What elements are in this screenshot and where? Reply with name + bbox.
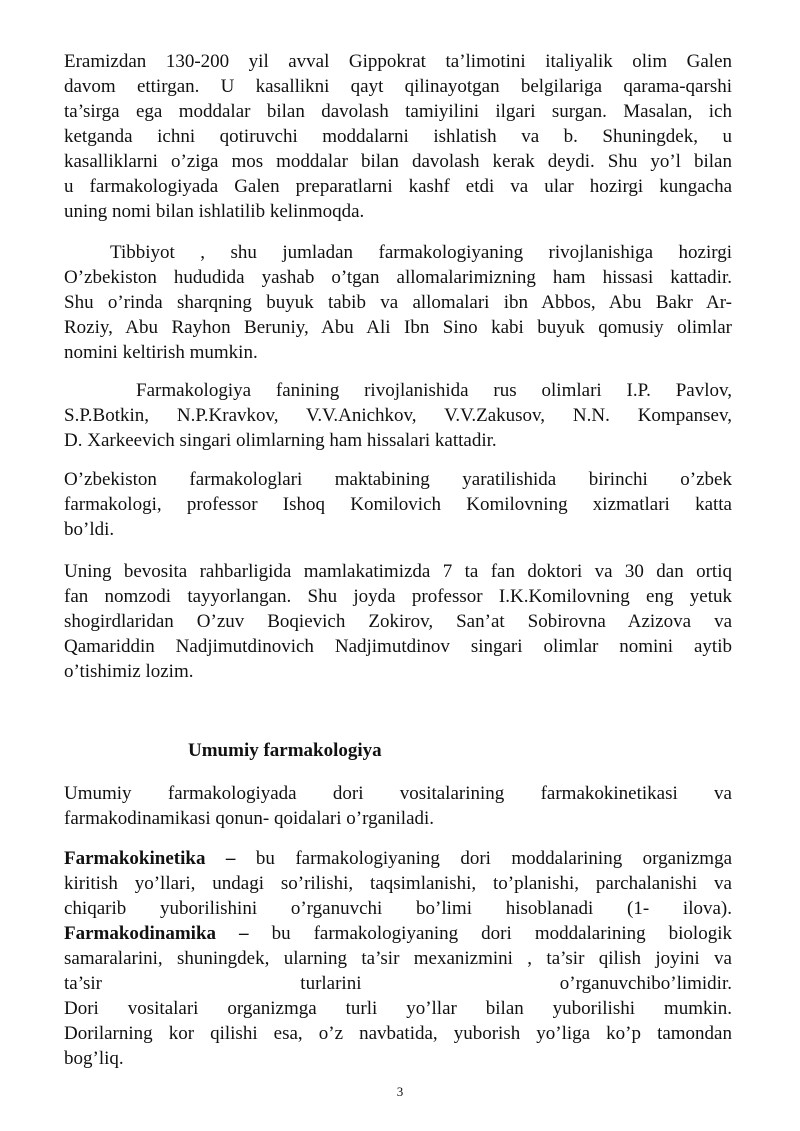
paragraph-maktab [64, 467, 732, 542]
text-line: kiritish yo’llari, undagi so’rilishi, taqsimlanishi, to’planishi, parchalanishi va [64, 873, 732, 894]
text-line: Dori vositalari organizmga turli yo’llar bilan yuborilishi mumkin. [64, 998, 732, 1019]
text-line: chiqarib yuborilishini o’rganuvchi bo’limi hisoblanadi (1- ilova). [64, 898, 732, 919]
text-line: Shu o’rinda sharqning buyuk tabib va allomalari ibn Abbos, Abu Bakr Ar- [64, 292, 732, 313]
text-line: ketganda ichni qotiruvchi moddalarni ishlatish va b. Shuningdek, u [64, 126, 732, 147]
text-line: kasalliklarni o’ziga mos moddalar bilan davolash kerak deydi. Shu yo’l bilan [64, 151, 732, 172]
paragraph-umumiy [64, 781, 732, 831]
text-line: Umumiy farmakologiyada dori vositalarining farmakokinetikasi va [64, 783, 732, 804]
definition-text: bu farmakologiyaning dori moddalarining biologik [248, 923, 732, 944]
text-line: o’tishimiz lozim. [64, 661, 194, 682]
text-line: farmakologi, professor Ishoq Komilovich Komilovning xizmatlari katta [64, 494, 732, 515]
text-line: Eramizdan 130-200 yil avval Gippokrat ta’limotini italiyalik olim Galen [64, 51, 732, 72]
paragraph-shogirdlar [64, 559, 732, 684]
text-line: Uning bevosita rahbarligida mamlakatimizda 7 ta fan doktori va 30 dan ortiq [64, 561, 732, 582]
text-line: Tibbiyot , shu jumladan farmakologiyaning rivojlanishiga hozirgi [110, 242, 732, 263]
text-line: bo’ldi. [64, 519, 115, 540]
paragraph-rus-olimlari [64, 378, 732, 453]
term-farmakokinetika: Farmakokinetika – [64, 848, 236, 869]
paragraph-tibbiyot [64, 240, 732, 365]
text-line: Roziy, Abu Rayhon Beruniy, Abu Ali Ibn Sino kabi buyuk qomusiy olimlar [64, 317, 732, 338]
text-line: davom ettirgan. U kasallikni qayt qilinayotgan belgilariga qarama-qarshi [64, 76, 732, 97]
text-line: nomini keltirish mumkin. [64, 342, 258, 363]
text-line: Farmakologiya fanining rivojlanishida rus olimlari I.P. Pavlov, [136, 380, 732, 401]
text-line [64, 846, 732, 871]
text-line: O’zbekiston farmakologlari maktabining yaratilishida birinchi o’zbek [64, 469, 732, 490]
text-line: farmakodinamikasi qonun- qoidalari o’rganiladi. [64, 808, 435, 829]
page-number: 3 [396, 1084, 404, 1099]
term-farmakodinamika: Farmakodinamika – [64, 923, 249, 944]
text-line: Qamariddin Nadjimutdinovich Nadjimutdinov singari olimlar nomini aytib [64, 636, 732, 657]
text-line: fan nomzodi tayyorlangan. Shu joyda professor I.K.Komilovning eng yetuk [64, 586, 732, 607]
text-line: shogirdlaridan O’zuv Boqievich Zokirov, San’at Sobirovna Azizova va [64, 611, 732, 632]
text-line: u farmakologiyada Galen preparatlarni kashf etdi va ular hozirgi kungacha [64, 176, 732, 197]
text-line: O’zbekiston hududida yashab o’tgan allomalarimizning ham hissasi kattadir. [64, 267, 732, 288]
section-heading: Umumiy farmakologiya [188, 740, 382, 761]
text-line: D. Xarkeevich singari olimlarning ham hissalari kattadir. [64, 430, 497, 451]
text-line: ta’sirga ega moddalar bilan davolash tamiyilini ilgari surgan. Masalan, ich [64, 101, 732, 122]
paragraph-galen [64, 49, 732, 224]
text-line: ta’sir turlarini o’rganuvchibo’limidir. [64, 973, 732, 994]
paragraph-definitions [64, 846, 732, 1071]
text-line: uning nomi bilan ishlatilib kelinmoqda. [64, 201, 365, 222]
text-line: S.P.Botkin, N.P.Kravkov, V.V.Anichkov, V.V.Zakusov, N.N. Kompansev, [64, 405, 732, 426]
text-line [64, 921, 732, 946]
definition-text: bu farmakologiyaning dori moddalarining organizmga [235, 848, 732, 869]
text-line: Dorilarning kor qilishi esa, o’z navbatida, yuborish yo’liga ko’p tamondan [64, 1023, 732, 1044]
text-line: bog’liq. [64, 1048, 124, 1069]
text-line: samaralarini, shuningdek, ularning ta’sir mexanizmini , ta’sir qilish joyini va [64, 948, 732, 969]
